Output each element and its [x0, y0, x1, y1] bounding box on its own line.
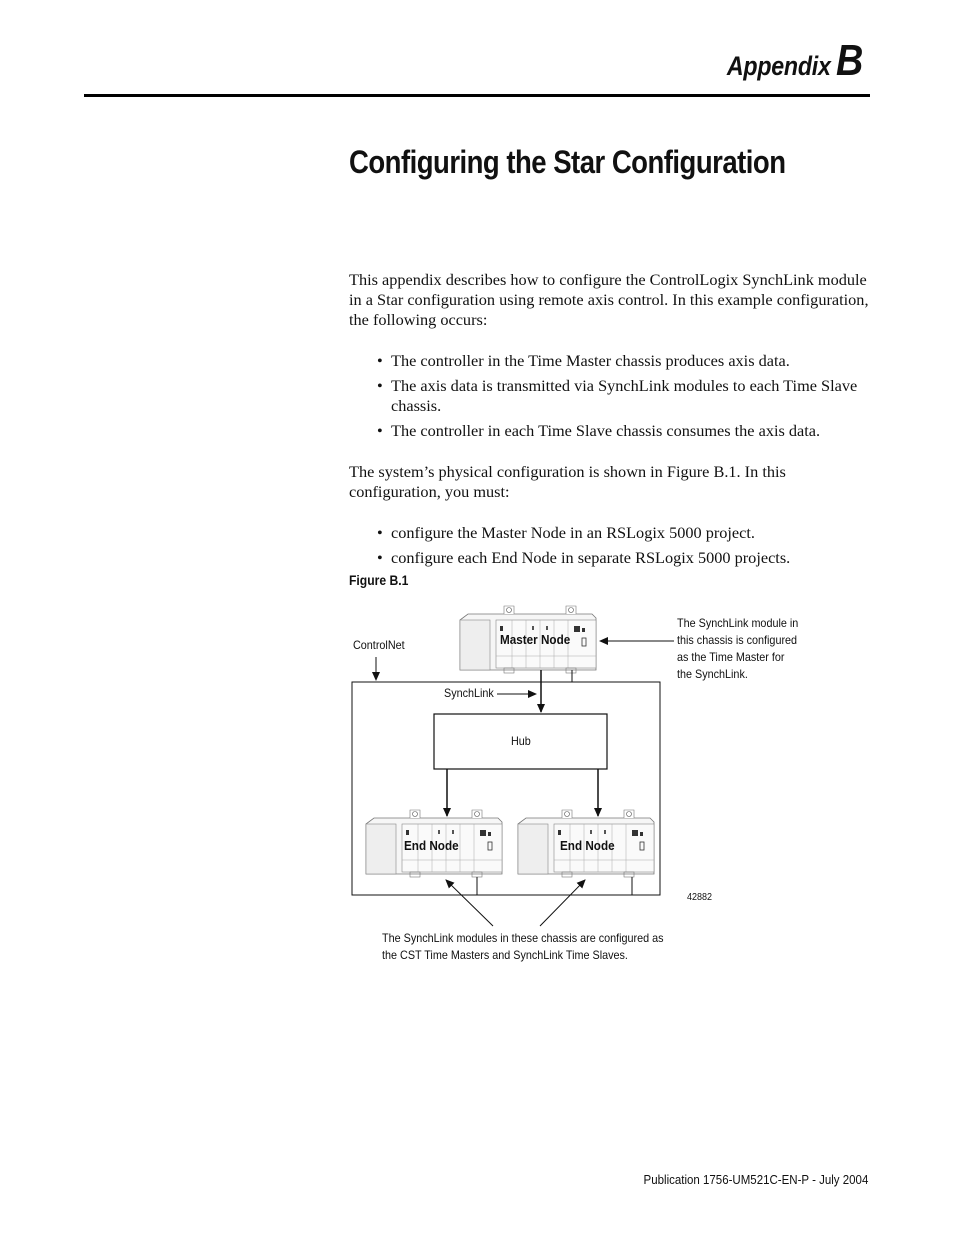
end-note: The SynchLink modules in these chassis are configured as the CST Time Masters and SynchLink Time Slaves.: [382, 931, 664, 962]
list-item: • The controller in the Time Master chassis produces axis data.: [377, 351, 790, 370]
master-note: The SynchLink module in this chassis is configured as the Time Master for the SynchLink.: [677, 616, 799, 681]
appendix-letter: B: [836, 36, 864, 85]
appendix-word: Appendix: [726, 51, 831, 81]
figure-label: Figure B.1: [349, 573, 409, 588]
end-note-pointer-right: [540, 880, 585, 926]
publication-footer: Publication 1756-UM521C-EN-P - July 2004: [643, 1173, 868, 1187]
controlnet-label: ControlNet: [353, 638, 405, 652]
end-node-label-left: End Node: [404, 838, 459, 853]
synchlink-label: SynchLink: [444, 686, 494, 700]
list-item: • The controller in each Time Slave chassis consumes the axis data.: [377, 421, 821, 440]
figure-number: 42882: [687, 892, 713, 903]
list-item: • configure the Master Node in an RSLogix 5000 project.: [377, 523, 755, 542]
physical-config-paragraph: The system’s physical configuration is shown in Figure B.1. In this configuration, you must:: [349, 462, 786, 501]
hub-label: Hub: [511, 734, 531, 748]
end-node-label-right: End Node: [560, 838, 615, 853]
list-item: • configure each End Node in separate RSLogix 5000 projects.: [377, 548, 791, 567]
end-note-pointer-left: [446, 880, 493, 926]
chapter-title: Configuring the Star Configuration: [349, 144, 786, 180]
list-item: • The axis data is transmitted via SynchLink modules to each Time Slave chassis.: [377, 376, 858, 415]
master-node-label: Master Node: [500, 632, 571, 647]
intro-paragraph: This appendix describes how to configure the ControlLogix SynchLink module in a Star configuration using remote axis control. In this example configuration, the following occurs:: [349, 270, 869, 329]
